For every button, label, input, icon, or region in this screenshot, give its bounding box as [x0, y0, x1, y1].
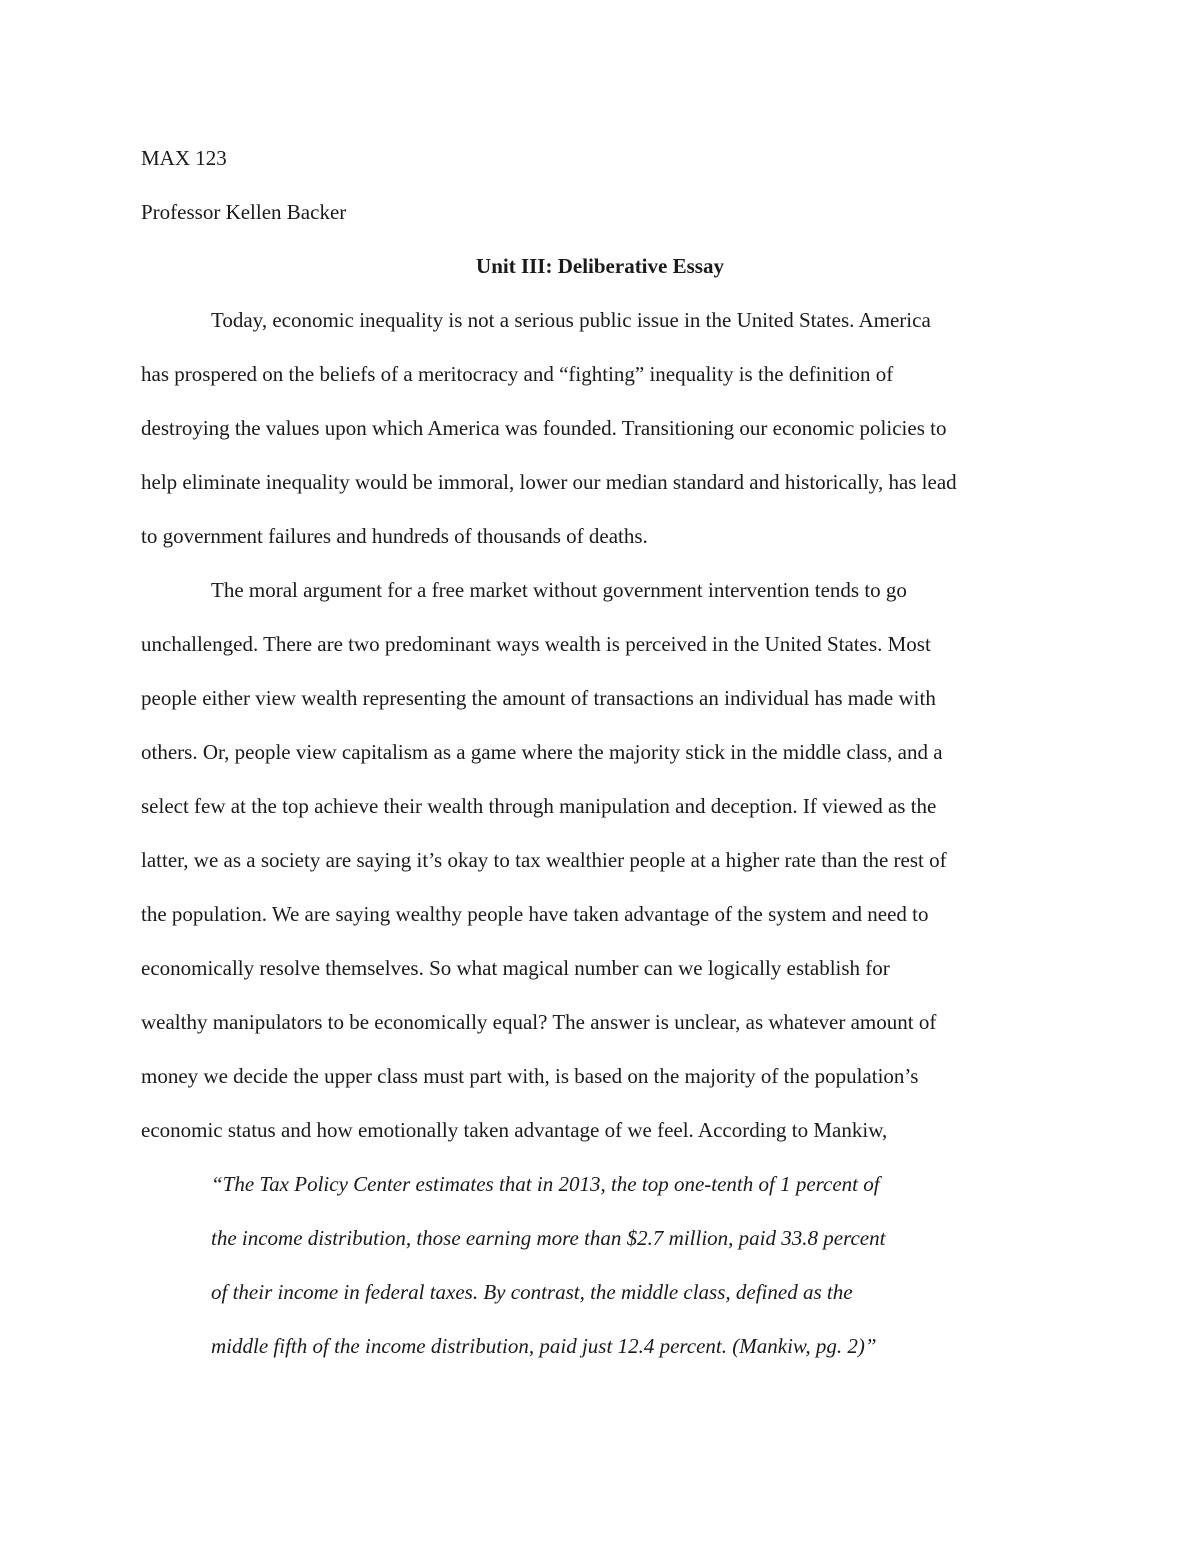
paragraph-line: people either view wealth representing the amount of transactions an individual has made with	[141, 686, 936, 710]
essay-title: Unit III: Deliberative Essay	[476, 254, 724, 278]
paragraph-line: latter, we as a society are saying it’s okay to tax wealthier people at a higher rate than the rest of	[141, 848, 947, 872]
paragraph-line: wealthy manipulators to be economically equal? The answer is unclear, as whatever amount of	[141, 1010, 937, 1034]
paragraph-line: has prospered on the beliefs of a meritocracy and “fighting” inequality is the definition of	[141, 362, 894, 386]
professor-name: Professor Kellen Backer	[141, 200, 347, 224]
paragraph-line: help eliminate inequality would be immoral, lower our median standard and historically, has lead	[141, 470, 957, 494]
block-quote-line: middle fifth of the income distribution, paid just 12.4 percent. (Mankiw, pg. 2)”	[211, 1334, 877, 1358]
paragraph-line: economic status and how emotionally taken advantage of we feel. According to Mankiw,	[141, 1118, 888, 1142]
paragraph-line: Today, economic inequality is not a serious public issue in the United States. America	[211, 308, 931, 332]
paragraph-line: to government failures and hundreds of thousands of deaths.	[141, 524, 648, 548]
block-quote-line: “The Tax Policy Center estimates that in 2013, the top one-tenth of 1 percent of	[211, 1172, 880, 1196]
course-code: MAX 123	[141, 146, 227, 170]
paragraph-line: The moral argument for a free market without government intervention tends to go	[211, 578, 907, 602]
paragraph-line: economically resolve themselves. So what magical number can we logically establish for	[141, 956, 890, 980]
paragraph-line: money we decide the upper class must part with, is based on the majority of the population’s	[141, 1064, 919, 1088]
paragraph-line: select few at the top achieve their wealth through manipulation and deception. If viewed as the	[141, 794, 937, 818]
paragraph-line: destroying the values upon which America was founded. Transitioning our economic policies to	[141, 416, 947, 440]
paragraph-line: the population. We are saying wealthy people have taken advantage of the system and need to	[141, 902, 929, 926]
block-quote-line: of their income in federal taxes. By contrast, the middle class, defined as the	[211, 1280, 853, 1304]
block-quote-line: the income distribution, those earning more than $2.7 million, paid 33.8 percent	[211, 1226, 886, 1250]
paragraph-line: others. Or, people view capitalism as a game where the majority stick in the middle class, and a	[141, 740, 943, 764]
paragraph-line: unchallenged. There are two predominant ways wealth is perceived in the United States. Most	[141, 632, 931, 656]
